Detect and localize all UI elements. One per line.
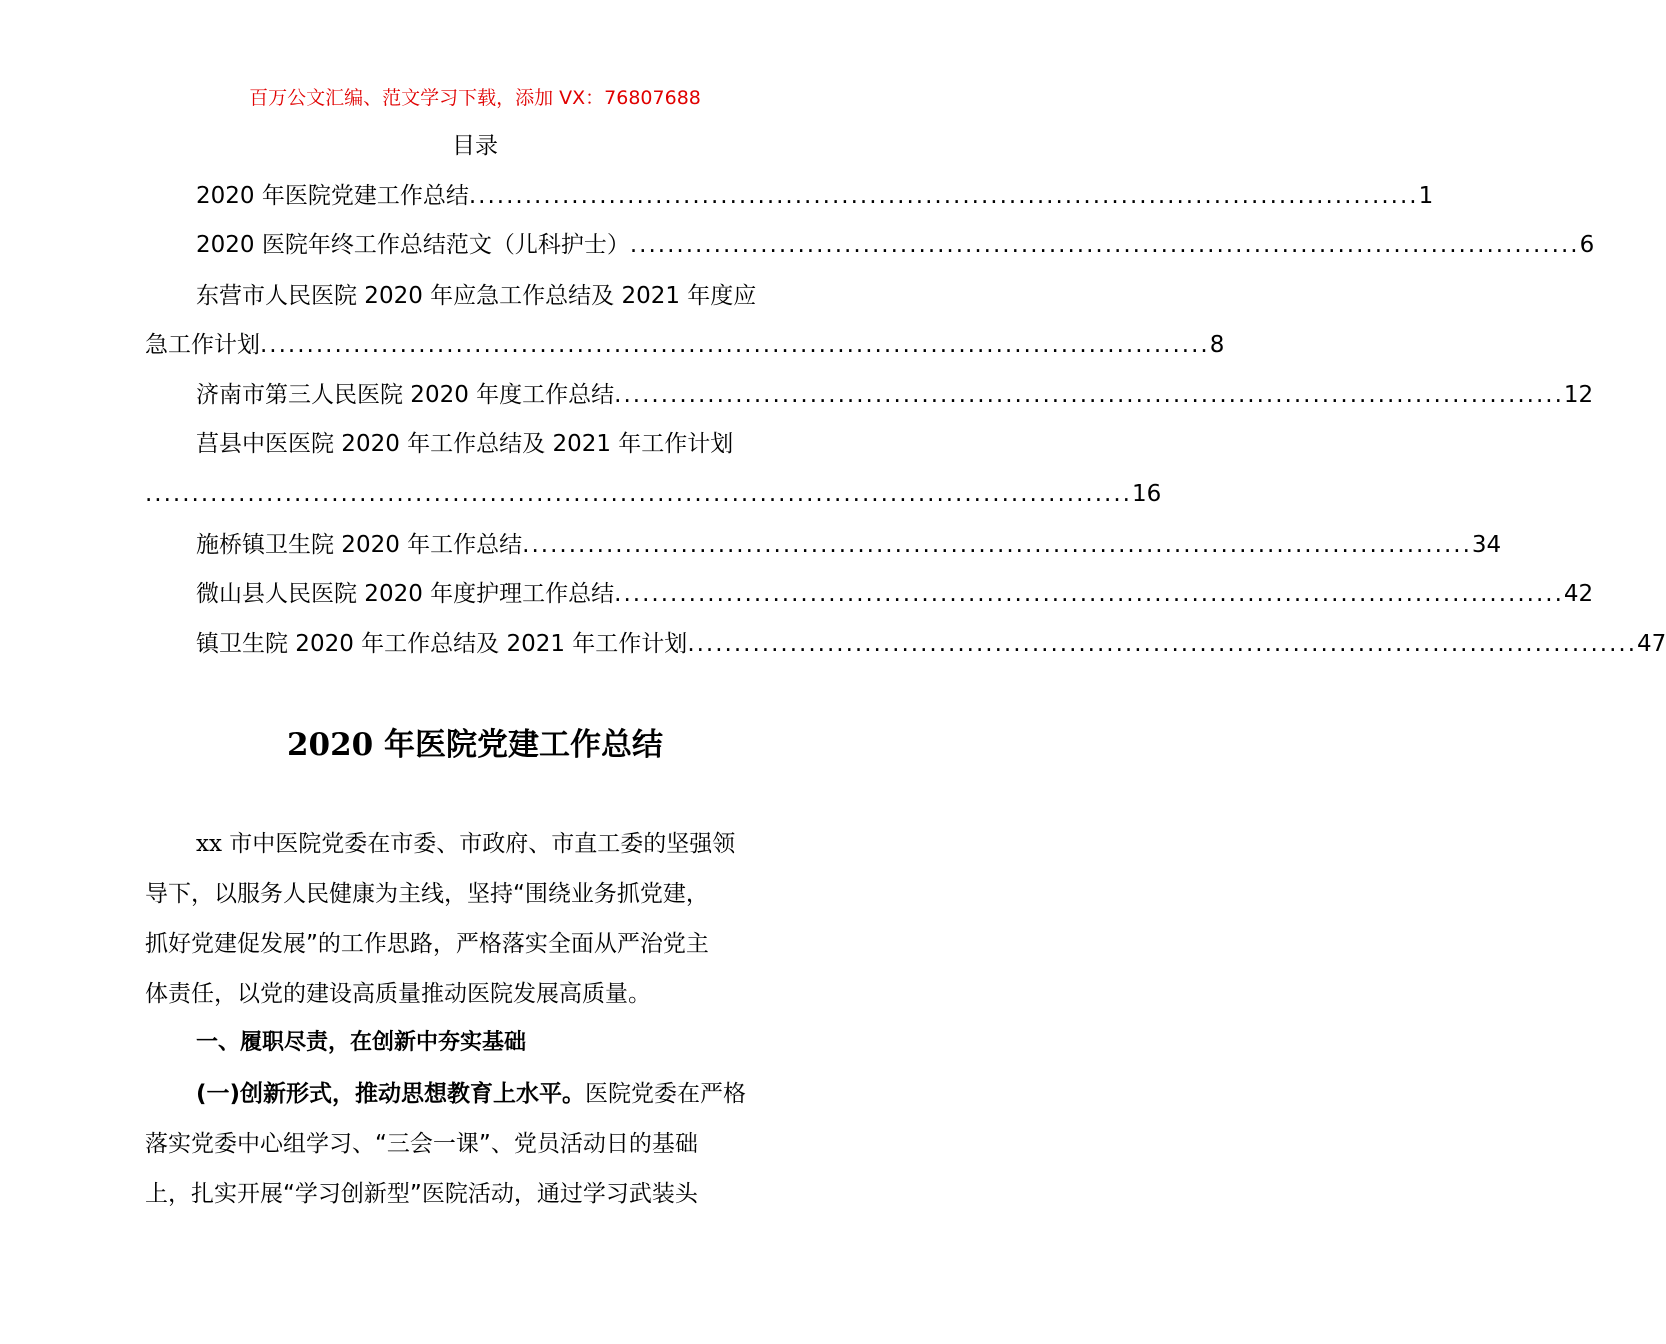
toc-entry-page: 16	[1131, 481, 1162, 507]
intro-line1: 市中医院党委在市委、市政府、市直工委的坚强领	[221, 831, 736, 857]
toc-entry-title: 施桥镇卫生院 2020 年工作总结	[196, 532, 523, 558]
toc-leader-dots: ......................................................................................................	[468, 183, 1419, 209]
paragraph-line: 落实党委中心组学习、“三会一课”、党员活动日的基础	[145, 1131, 698, 1157]
toc-leader-dots: ......................................................................................................	[614, 382, 1564, 408]
subsection-lead: (一)创新形式，推动思想教育上水平。	[196, 1081, 586, 1107]
toc-leader-dots: ......................................................................................................	[687, 631, 1638, 657]
toc-entry-title: 2020 医院年终工作总结范文（儿科护士）	[196, 232, 630, 258]
toc-entry-title-line1[interactable]: 东营市人民医院 2020 年应急工作总结及 2021 年度应	[196, 283, 757, 309]
toc-title: 目录	[452, 133, 498, 159]
subsection-line1: 医院党委在严格	[585, 1081, 747, 1107]
toc-entry[interactable]	[145, 576, 1594, 612]
toc-entry[interactable]	[145, 476, 1162, 512]
toc-entry-page: 47	[1637, 631, 1666, 657]
toc-entry-page: 12	[1563, 382, 1594, 408]
paragraph-line	[145, 1069, 807, 1119]
toc-entry[interactable]	[145, 626, 1666, 662]
toc-entry[interactable]	[145, 227, 1595, 263]
document-title-year: 2020	[286, 727, 374, 763]
toc-entry[interactable]	[145, 377, 1594, 413]
paragraph-line: 导下，以服务人民健康为主线，坚持“围绕业务抓党建，	[145, 881, 709, 907]
toc-leader-dots: ......................................................................................................	[522, 532, 1472, 558]
toc-entry-title: 镇卫生院 2020 年工作总结及 2021 年工作计划	[196, 631, 688, 657]
paragraph-line: 抓好党建促发展”的工作思路，严格落实全面从严治党主	[145, 931, 709, 957]
toc-entry-title: 2020 年医院党建工作总结	[196, 183, 469, 209]
toc-entry-title: 微山县人民医院 2020 年度护理工作总结	[196, 581, 615, 607]
document-title-text: 年医院党建工作总结	[373, 727, 664, 763]
toc-entry-page: 8	[1209, 332, 1225, 358]
toc-leader-dots: ......................................................................................................	[614, 581, 1564, 607]
toc-entry[interactable]	[145, 178, 1434, 214]
toc-entry[interactable]	[145, 527, 1502, 563]
subsection-paragraph	[145, 1069, 807, 1219]
paragraph-line	[145, 819, 807, 869]
toc-entry-title: 济南市第三人民医院 2020 年度工作总结	[196, 382, 615, 408]
toc-entry-title-line2: 急工作计划	[145, 332, 260, 358]
toc-leader-dots: ..........................................................................................................	[145, 481, 1132, 507]
intro-paragraph	[145, 819, 807, 1019]
toc-entry-page: 6	[1579, 232, 1595, 258]
watermark-text: 百万公文汇编、范文学习下载，添加 VX：76807688	[249, 87, 701, 109]
toc-leader-dots: ......................................................................................................	[629, 232, 1580, 258]
paragraph-line: 体责任，以党的建设高质量推动医院发展高质量。	[145, 981, 651, 1007]
toc-entry-page: 34	[1471, 532, 1502, 558]
document-title	[0, 722, 950, 768]
toc-leader-dots: ......................................................................................................	[260, 332, 1210, 358]
toc-entry-page: 1	[1418, 183, 1434, 209]
section-heading: 一、履职尽责，在创新中夯实基础	[196, 1030, 527, 1055]
intro-xx: xx	[196, 831, 222, 857]
toc-entry-page: 42	[1563, 581, 1594, 607]
toc-entry-title-line1[interactable]: 莒县中医医院 2020 年工作总结及 2021 年工作计划	[196, 431, 734, 457]
toc-entry[interactable]	[145, 327, 1225, 363]
paragraph-line: 上，扎实开展“学习创新型”医院活动，通过学习武装头	[145, 1181, 698, 1207]
